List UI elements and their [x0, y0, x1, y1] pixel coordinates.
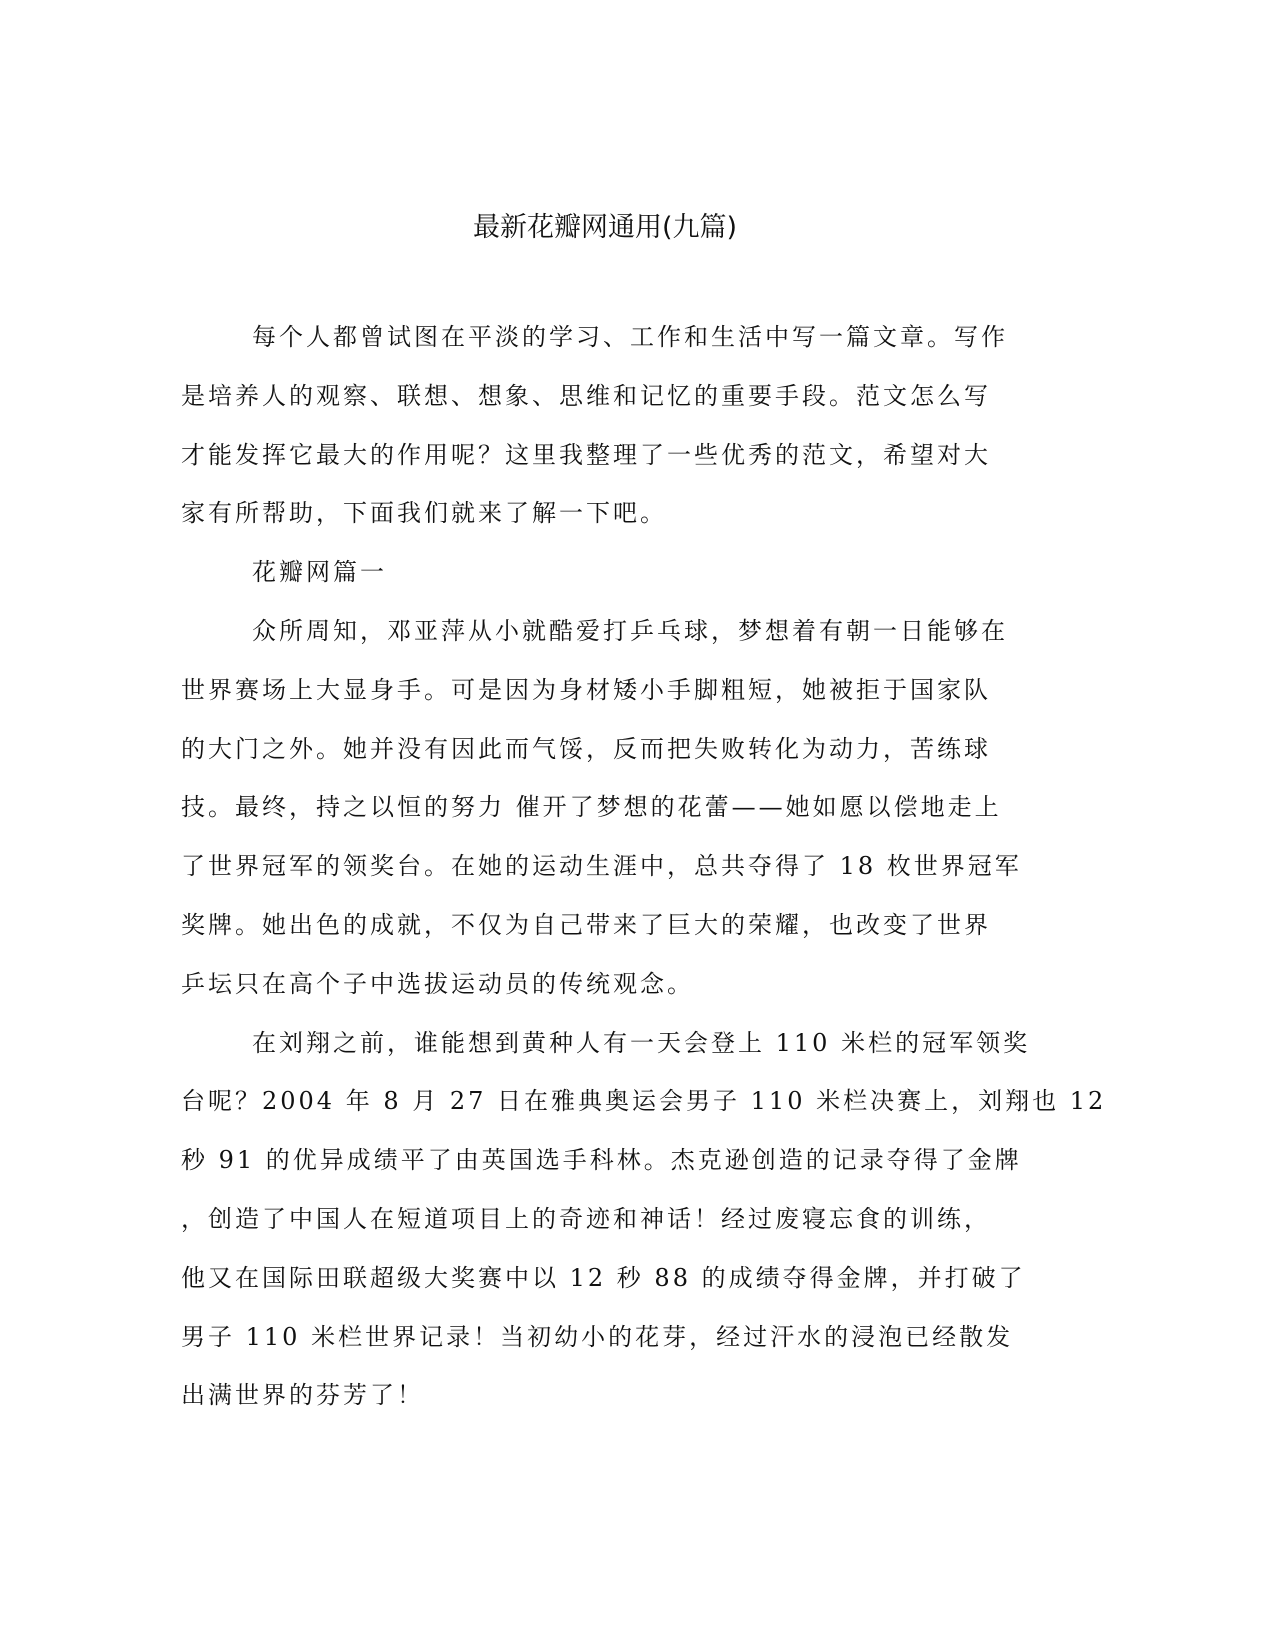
text-line: 男子 110 米栏世界记录！当初幼小的花芽，经过汗水的浸泡已经散发	[181, 1322, 1014, 1351]
text-line: 是培养人的观察、联想、想象、思维和记忆的重要手段。范文怎么写	[181, 381, 991, 410]
text-line: 家有所帮助，下面我们就来了解一下吧。	[181, 499, 667, 528]
document-title: 最新花瓣网通用(九篇)	[472, 212, 738, 243]
text-line: 在刘翔之前，谁能想到黄种人有一天会登上 110 米栏的冠军领奖	[252, 1028, 1031, 1057]
text-line: 才能发挥它最大的作用呢？这里我整理了一些优秀的范文，希望对大	[181, 440, 991, 469]
text-line: 奖牌。她出色的成就，不仅为自己带来了巨大的荣耀，也改变了世界	[181, 910, 991, 939]
document-body	[181, 318, 1107, 1435]
text-line: 他又在国际田联超级大奖赛中以 12 秒 88 的成绩夺得金牌，并打破了	[181, 1263, 1026, 1292]
text-line: ，创造了中国人在短道项目上的奇迹和神话！经过废寝忘食的训练，	[181, 1204, 991, 1233]
text-line: 技。最终，持之以恒的努力 催开了梦想的花蕾——她如愿以偿地走上	[181, 793, 1002, 822]
text-line: 的大门之外。她并没有因此而气馁，反而把失败转化为动力，苦练球	[181, 734, 991, 763]
text-line: 出满世界的芬芳了！	[181, 1381, 424, 1410]
text-line: 了世界冠军的领奖台。在她的运动生涯中，总共夺得了 18 枚世界冠军	[181, 852, 1022, 881]
text-line: 每个人都曾试图在平淡的学习、工作和生活中写一篇文章。写作	[252, 323, 1008, 351]
text-line: 花瓣网篇一	[252, 558, 387, 587]
text-line: 台呢？2004 年 8 月 27 日在雅典奥运会男子 110 米栏决赛上，刘翔也 12	[181, 1087, 1107, 1116]
text-line: 秒 91 的优异成绩平了由英国选手科林。杰克逊创造的记录夺得了金牌	[181, 1146, 1022, 1175]
text-line: 乒坛只在高个子中选拔运动员的传统观念。	[181, 969, 694, 998]
text-line: 世界赛场上大显身手。可是因为身材矮小手脚粗短，她被拒于国家队	[181, 675, 991, 704]
text-line: 众所周知，邓亚萍从小就酷爱打乒乓球，梦想着有朝一日能够在	[252, 616, 1008, 645]
